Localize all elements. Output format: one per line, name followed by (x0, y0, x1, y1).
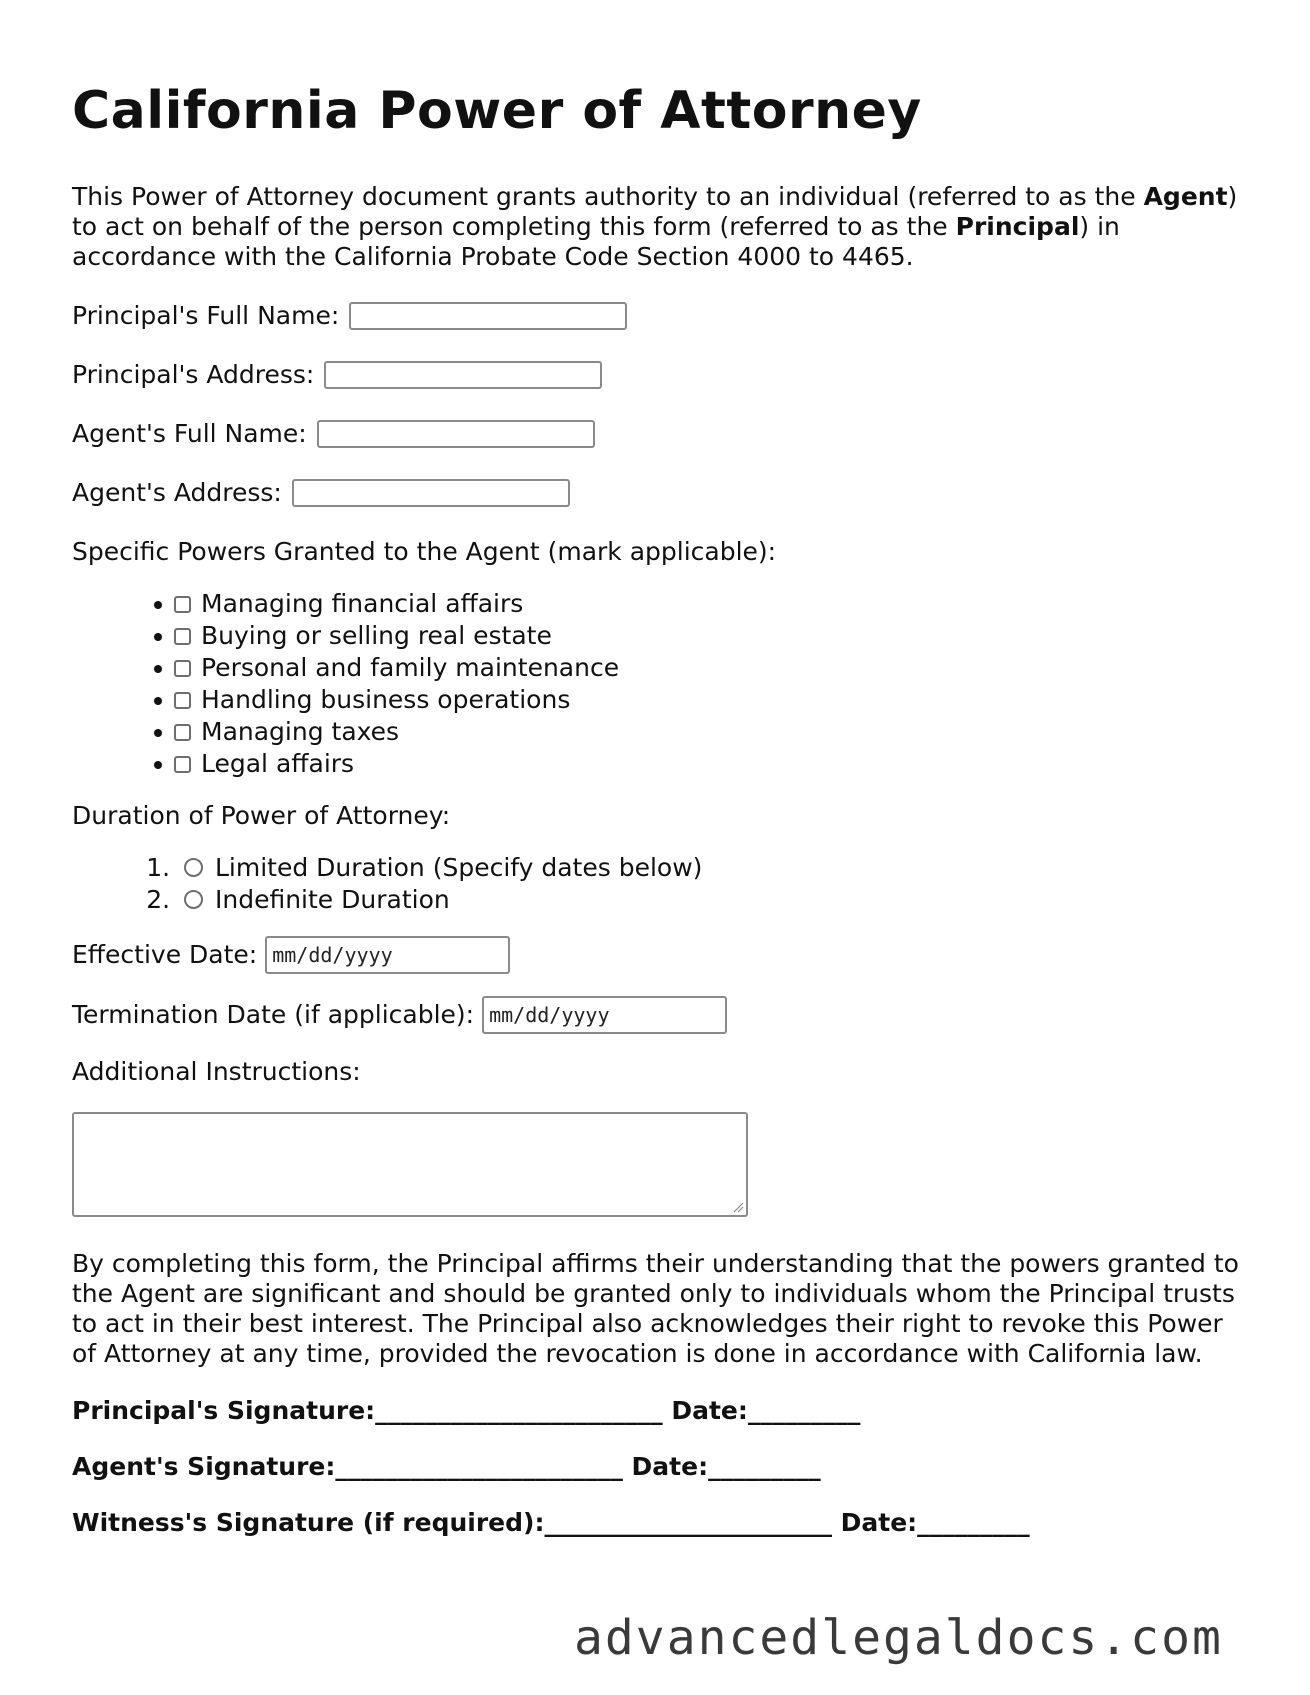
agent-name-label: Agent's Full Name: (72, 418, 307, 448)
intro-text-1: This Power of Attorney document grants authority to an individual (referred to as the (72, 181, 1144, 211)
termination-date-row (72, 996, 1242, 1034)
duration-list (72, 852, 1242, 916)
agent-term: Agent (1143, 181, 1228, 211)
principal-address-row (72, 359, 1242, 391)
watermark: advancedlegaldocs.com (574, 1610, 1223, 1666)
effective-date-row (72, 936, 1242, 974)
intro-paragraph (72, 182, 1242, 272)
powers-heading: Specific Powers Granted to the Agent (mark applicable): (72, 536, 777, 566)
effective-date-placeholder: mm/dd/yyyy (272, 942, 393, 967)
power-item (176, 716, 1242, 748)
duration-label: Limited Duration (Specify dates below) (215, 852, 703, 882)
power-item (176, 748, 1242, 780)
principal-name-label: Principal's Full Name: (72, 300, 340, 330)
checkbox-family-maintenance[interactable] (174, 660, 191, 677)
principal-term: Principal (955, 211, 1080, 241)
power-item (176, 652, 1242, 684)
principal-name-row (72, 300, 1242, 332)
checkbox-business-operations[interactable] (174, 692, 191, 709)
power-label: Managing taxes (201, 716, 400, 746)
checkbox-financial-affairs[interactable] (174, 596, 191, 613)
intro-text-2: ) to act on behalf of the person completing this form (referred to as the (72, 181, 1238, 241)
power-label: Personal and family maintenance (201, 652, 620, 682)
principal-signature-line: Principal's Signature:_______________________ Date:_________ (72, 1395, 861, 1425)
power-item (176, 684, 1242, 716)
power-item (176, 588, 1242, 620)
duration-label: Indefinite Duration (215, 884, 450, 914)
termination-date-placeholder: mm/dd/yyyy (489, 1002, 610, 1027)
radio-limited-duration[interactable] (184, 858, 203, 877)
agent-address-label: Agent's Address: (72, 477, 282, 507)
power-label: Buying or selling real estate (201, 620, 552, 650)
duration-item (178, 884, 1242, 916)
witness-signature-line: Witness's Signature (if required):_______________________ Date:_________ (72, 1507, 1030, 1537)
intro-text-3: ) in accordance with the California Probate Code Section 4000 to 4465. (72, 211, 1120, 271)
powers-list (72, 588, 1242, 780)
principal-name-input[interactable] (349, 302, 627, 330)
power-item (176, 620, 1242, 652)
principal-address-input[interactable] (324, 361, 602, 389)
termination-date-input[interactable] (482, 996, 727, 1034)
affirmation-paragraph: By completing this form, the Principal affirms their understanding that the powers granted to the Agent are significant and should be granted only to individuals whom the Principal trusts to act in their best interest. The Principal also acknowledges their right to revoke this Power of Attorney at any time, provided the revocation is done in accordance with California law. (72, 1248, 1239, 1368)
checkbox-taxes[interactable] (174, 724, 191, 741)
instructions-label: Additional Instructions: (72, 1056, 361, 1086)
effective-date-input[interactable] (265, 936, 510, 974)
agent-address-row (72, 477, 1242, 509)
power-label: Managing financial affairs (201, 588, 524, 618)
page-title: California Power of Attorney (72, 81, 922, 141)
instructions-textarea[interactable] (72, 1112, 748, 1217)
radio-indefinite-duration[interactable] (184, 890, 203, 909)
agent-signature-line: Agent's Signature:_______________________ Date:_________ (72, 1451, 821, 1481)
document-page (72, 82, 1242, 1563)
power-label: Legal affairs (201, 748, 355, 778)
principal-address-label: Principal's Address: (72, 359, 315, 389)
resize-grip-icon[interactable] (732, 1201, 744, 1213)
termination-date-label: Termination Date (if applicable): (72, 999, 475, 1029)
effective-date-label: Effective Date: (72, 939, 258, 969)
duration-heading: Duration of Power of Attorney: (72, 800, 451, 830)
duration-item (178, 852, 1242, 884)
checkbox-legal-affairs[interactable] (174, 756, 191, 773)
agent-name-input[interactable] (317, 420, 595, 448)
power-label: Handling business operations (201, 684, 571, 714)
checkbox-real-estate[interactable] (174, 628, 191, 645)
agent-name-row (72, 418, 1242, 450)
agent-address-input[interactable] (292, 479, 570, 507)
